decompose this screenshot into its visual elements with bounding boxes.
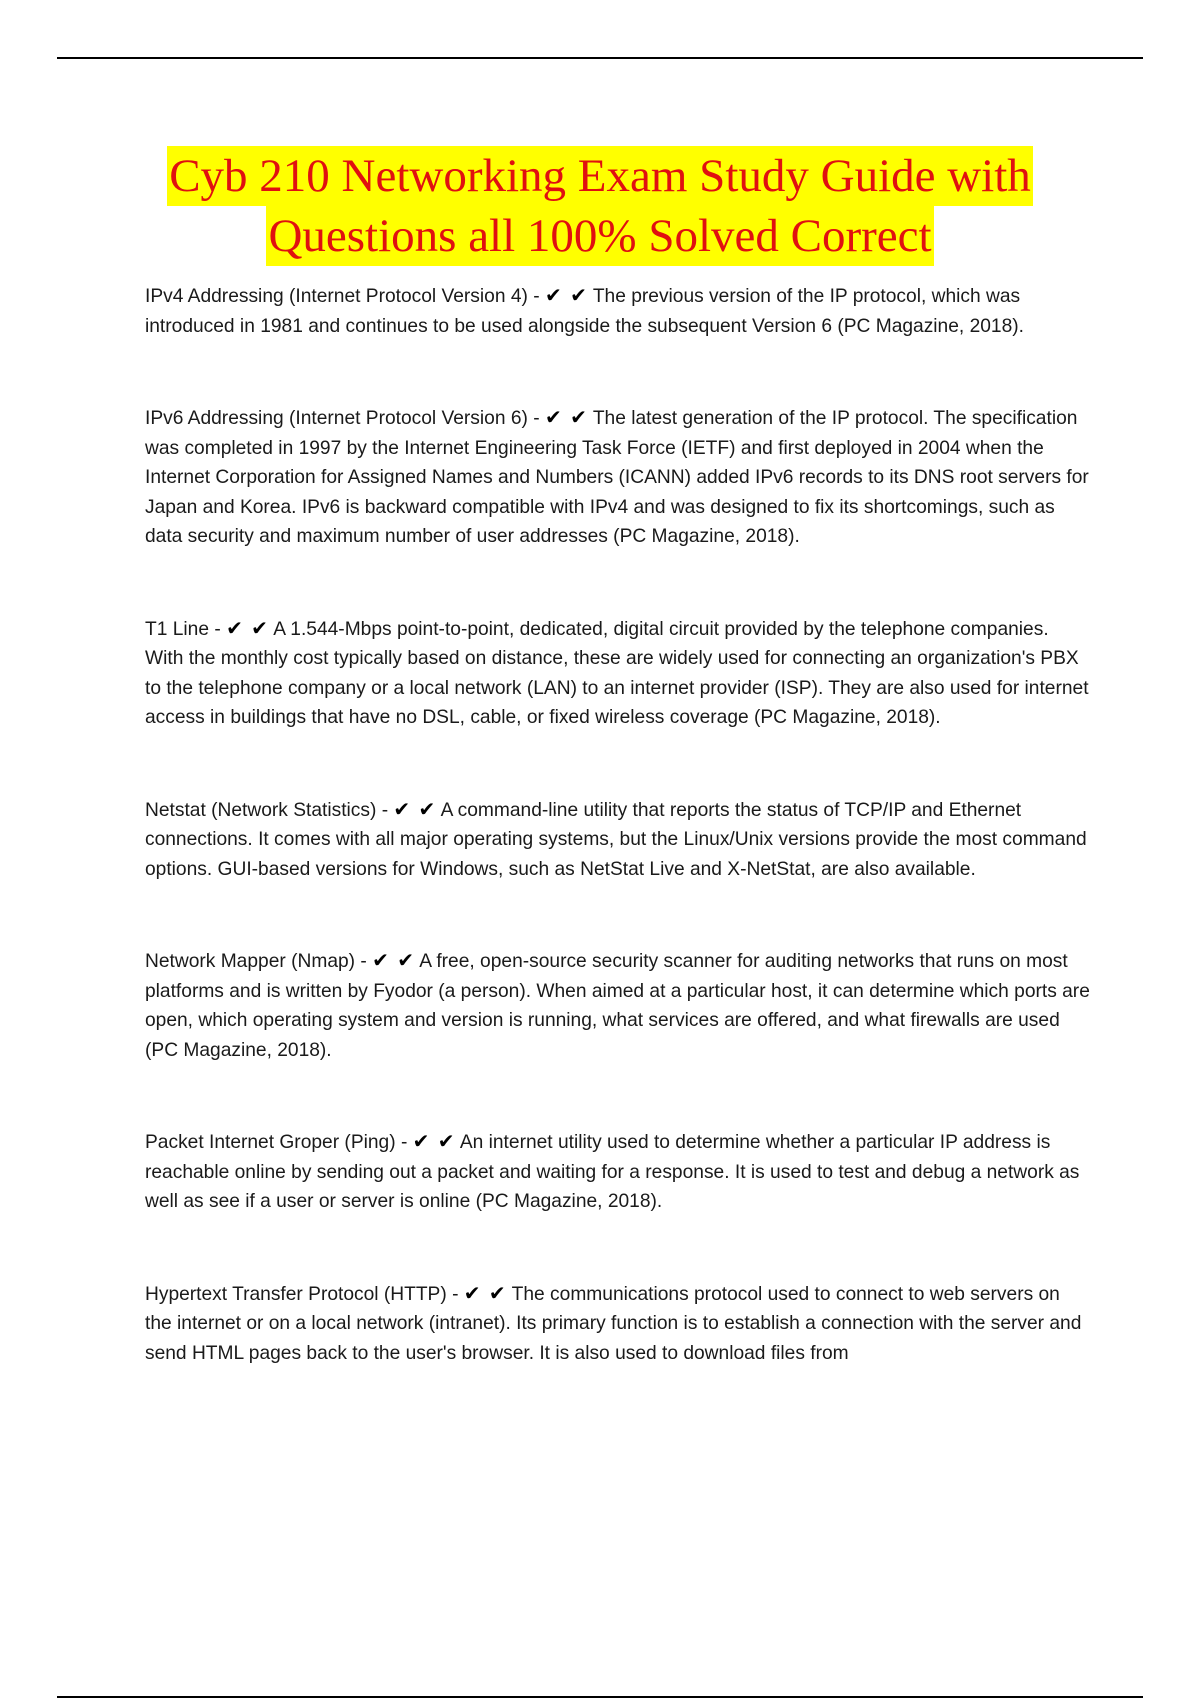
bottom-divider [57, 1696, 1143, 1698]
entry-term: T1 Line - [145, 618, 227, 640]
entry-definition: The previous version of the IP protocol, which was introduced in 1981 and continues to be used alongside the subsequent Version 6 (PC Magazine, 2018). [145, 286, 1024, 337]
double-check-icon: ✔ ✔ [412, 1129, 456, 1153]
entry-term: Packet Internet Groper (Ping) - [145, 1132, 413, 1153]
double-check-icon: ✔ ✔ [393, 796, 437, 821]
document-title [57, 146, 1143, 266]
double-check-icon: ✔ ✔ [226, 615, 269, 640]
entry-term: Netstat (Network Statistics) - [145, 799, 394, 821]
entry-term: Hypertext Transfer Protocol (HTTP) - [145, 1283, 464, 1305]
definition-entry-t1-line [145, 614, 1090, 733]
entry-definition: A 1.544-Mbps point-to-point, dedicated, digital circuit provided by the telephone companies. With the monthly cost typically based on distance, these are widely used for connecting an organization's PBX to the telephone company or a local network (LAN) to an internet provider (ISP). They are also used for internet access in buildings that have no DSL, cable, or fixed wireless coverage (PC Magazine, 2018). [145, 618, 1089, 728]
title-line-1: Cyb 210 Networking Exam Study Guide with [167, 146, 1033, 206]
top-divider [57, 57, 1143, 59]
definition-entry-http [145, 1279, 1090, 1369]
definition-list [145, 281, 1090, 1368]
entry-definition: A free, open-source security scanner for auditing networks that runs on most platforms and is written by Fyodor (a person). When aimed at a particular host, it can determine which ports are open, which operating system and version is running, what services are offered, and what firewalls are used (PC Magazine, 2018). [145, 951, 1090, 1061]
double-check-icon: ✔ ✔ [544, 283, 588, 307]
double-check-icon: ✔ ✔ [372, 948, 415, 972]
definition-entry-ping [145, 1127, 1090, 1217]
entry-definition: The communications protocol used to connect to web servers on the internet or on a local network (intranet). Its primary function is to establish a connection with the server and send HTML pages back to the user's browser. It is also used to download files from [145, 1283, 1082, 1364]
entry-term: IPv6 Addressing (Internet Protocol Version 6) - [145, 408, 545, 429]
double-check-icon: ✔ ✔ [463, 1280, 507, 1305]
entry-term: Network Mapper (Nmap) - [145, 951, 373, 972]
definition-entry-nmap [145, 946, 1090, 1065]
entry-term: IPv4 Addressing (Internet Protocol Version 4) - [145, 286, 545, 307]
entry-definition: An internet utility used to determine whether a particular IP address is reachable online by sending out a packet and waiting for a response. It is used to test and debug a network as well as see if a user or server is online (PC Magazine, 2018). [145, 1132, 1080, 1212]
definition-entry-ipv6 [145, 403, 1090, 552]
title-line-2: Questions all 100% Solved Correct [266, 206, 933, 266]
entry-definition: A command-line utility that reports the status of TCP/IP and Ethernet connections. It comes with all major operating systems, but the Linux/Unix versions provide the most command options. GUI-based versions for Windows, such as NetStat Live and X-NetStat, are also available. [145, 799, 1087, 880]
definition-entry-netstat [145, 795, 1090, 885]
definition-entry-ipv4 [145, 281, 1090, 341]
double-check-icon: ✔ ✔ [544, 405, 588, 429]
entry-definition: The latest generation of the IP protocol. The specification was completed in 1997 by the Internet Engineering Task Force (IETF) and first deployed in 2004 when the Internet Corporation for Assigned Names and Numbers (ICANN) added IPv6 records to its DNS root servers for Japan and Korea. IPv6 is backward compatible with IPv4 and was designed to fix its shortcomings, such as data security and maximum number of user addresses (PC Magazine, 2018). [145, 408, 1089, 547]
